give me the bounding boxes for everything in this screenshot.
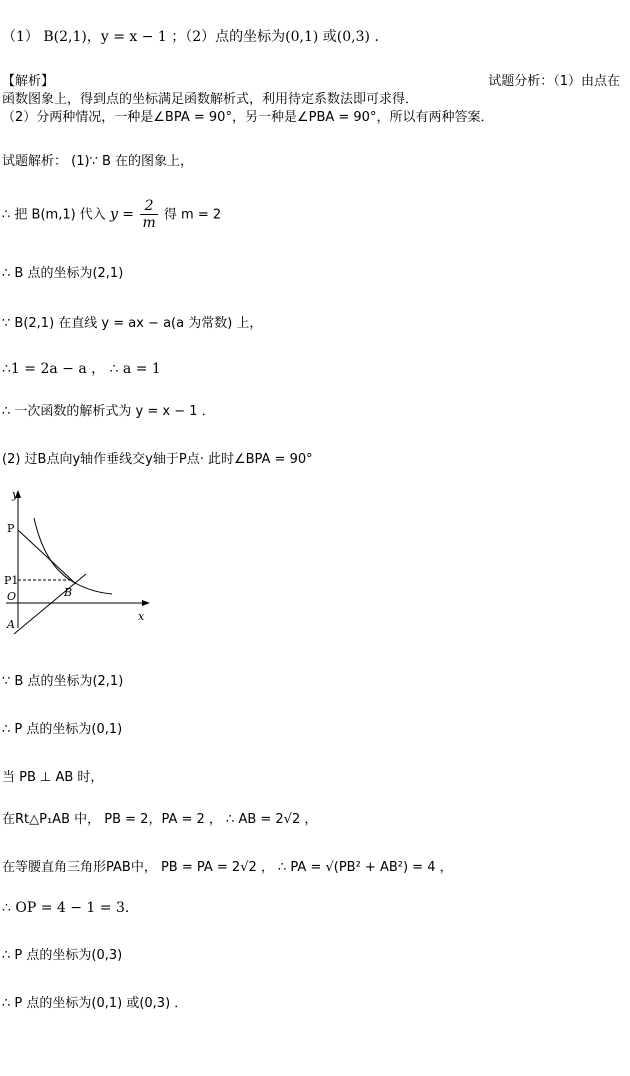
label-o: O — [7, 590, 17, 603]
solve-a-line: ∴1 = 2a − a ， ∴ a = 1 — [2, 361, 161, 377]
line-pb — [18, 530, 76, 584]
fraction-denominator: m — [142, 215, 156, 231]
perpendicular-case-line: 当 PB ⊥ AB 时， — [2, 770, 104, 785]
p-coordinate-line-1: ∴ P 点的坐标为(0,1) — [2, 722, 123, 737]
label-y: y — [12, 488, 19, 501]
label-x: x — [138, 610, 145, 623]
substitution-prefix: ∴ 把 B(m,1) 代入 — [2, 207, 110, 223]
substitution-suffix: 得 m = 2 — [159, 207, 222, 223]
analysis-hint-line2: 函数图象上，得到点的坐标满足函数解析式，利用待定系数法即可求得． — [2, 92, 419, 107]
solution-title: 试题解析： (1)∵ B 在的图象上， — [2, 154, 194, 169]
final-answer-line: ∴ P 点的坐标为(0,1) 或(0,3) ． — [2, 996, 188, 1011]
substitution-line — [2, 198, 221, 231]
op-line: ∴ OP = 4 − 1 = 3. — [2, 900, 130, 916]
analysis-hint-line3: （2）分两种情况，一种是∠BPA = 90°，另一种是∠PBA = 90°，所以有两种答案． — [2, 110, 494, 125]
right-triangle-line: 在Rt△P₁AB 中， PB = 2，PA = 2 ， ∴ AB = 2√2 ， — [2, 812, 318, 827]
label-p1: P1 — [4, 574, 19, 587]
b-coordinate-line: ∴ B 点的坐标为(2,1) — [2, 266, 124, 281]
label-b: B — [64, 586, 73, 599]
label-p: P — [7, 522, 15, 535]
analysis-header: 【解析】 — [2, 74, 55, 89]
label-a: A — [7, 618, 15, 631]
x-axis-arrow — [142, 600, 150, 606]
on-line-statement: ∵ B(2,1) 在直线 y = ax − a(a 为常数) 上， — [2, 316, 263, 331]
isosceles-line: 在等腰直角三角形PAB中， PB = PA = 2√2 ， ∴ PA = √(PB² + AB²) = 4 ， — [2, 860, 453, 875]
linear-function-line: ∴ 一次函数的解析式为 y = x − 1 ． — [2, 404, 215, 419]
substitution-y: y = — [109, 206, 135, 223]
part2-line: (2) 过B点向y轴作垂线交y轴于P点· 此时∠BPA = 90° — [2, 452, 313, 467]
fraction-numerator: 2 — [140, 198, 157, 215]
coordinate-graph — [4, 488, 154, 638]
analysis-hint-right: 试题分析：（1）由点在 — [488, 74, 620, 89]
p-coordinate-line-3: ∴ P 点的坐标为(0,3) — [2, 948, 123, 963]
b-coordinate-line-2: ∵ B 点的坐标为(2,1) — [2, 674, 124, 689]
answer-line: （1） B(2,1)，y = x − 1 ；（2）点的坐标为(0,1) 或(0,3) ． — [2, 29, 389, 45]
fraction — [140, 198, 157, 231]
